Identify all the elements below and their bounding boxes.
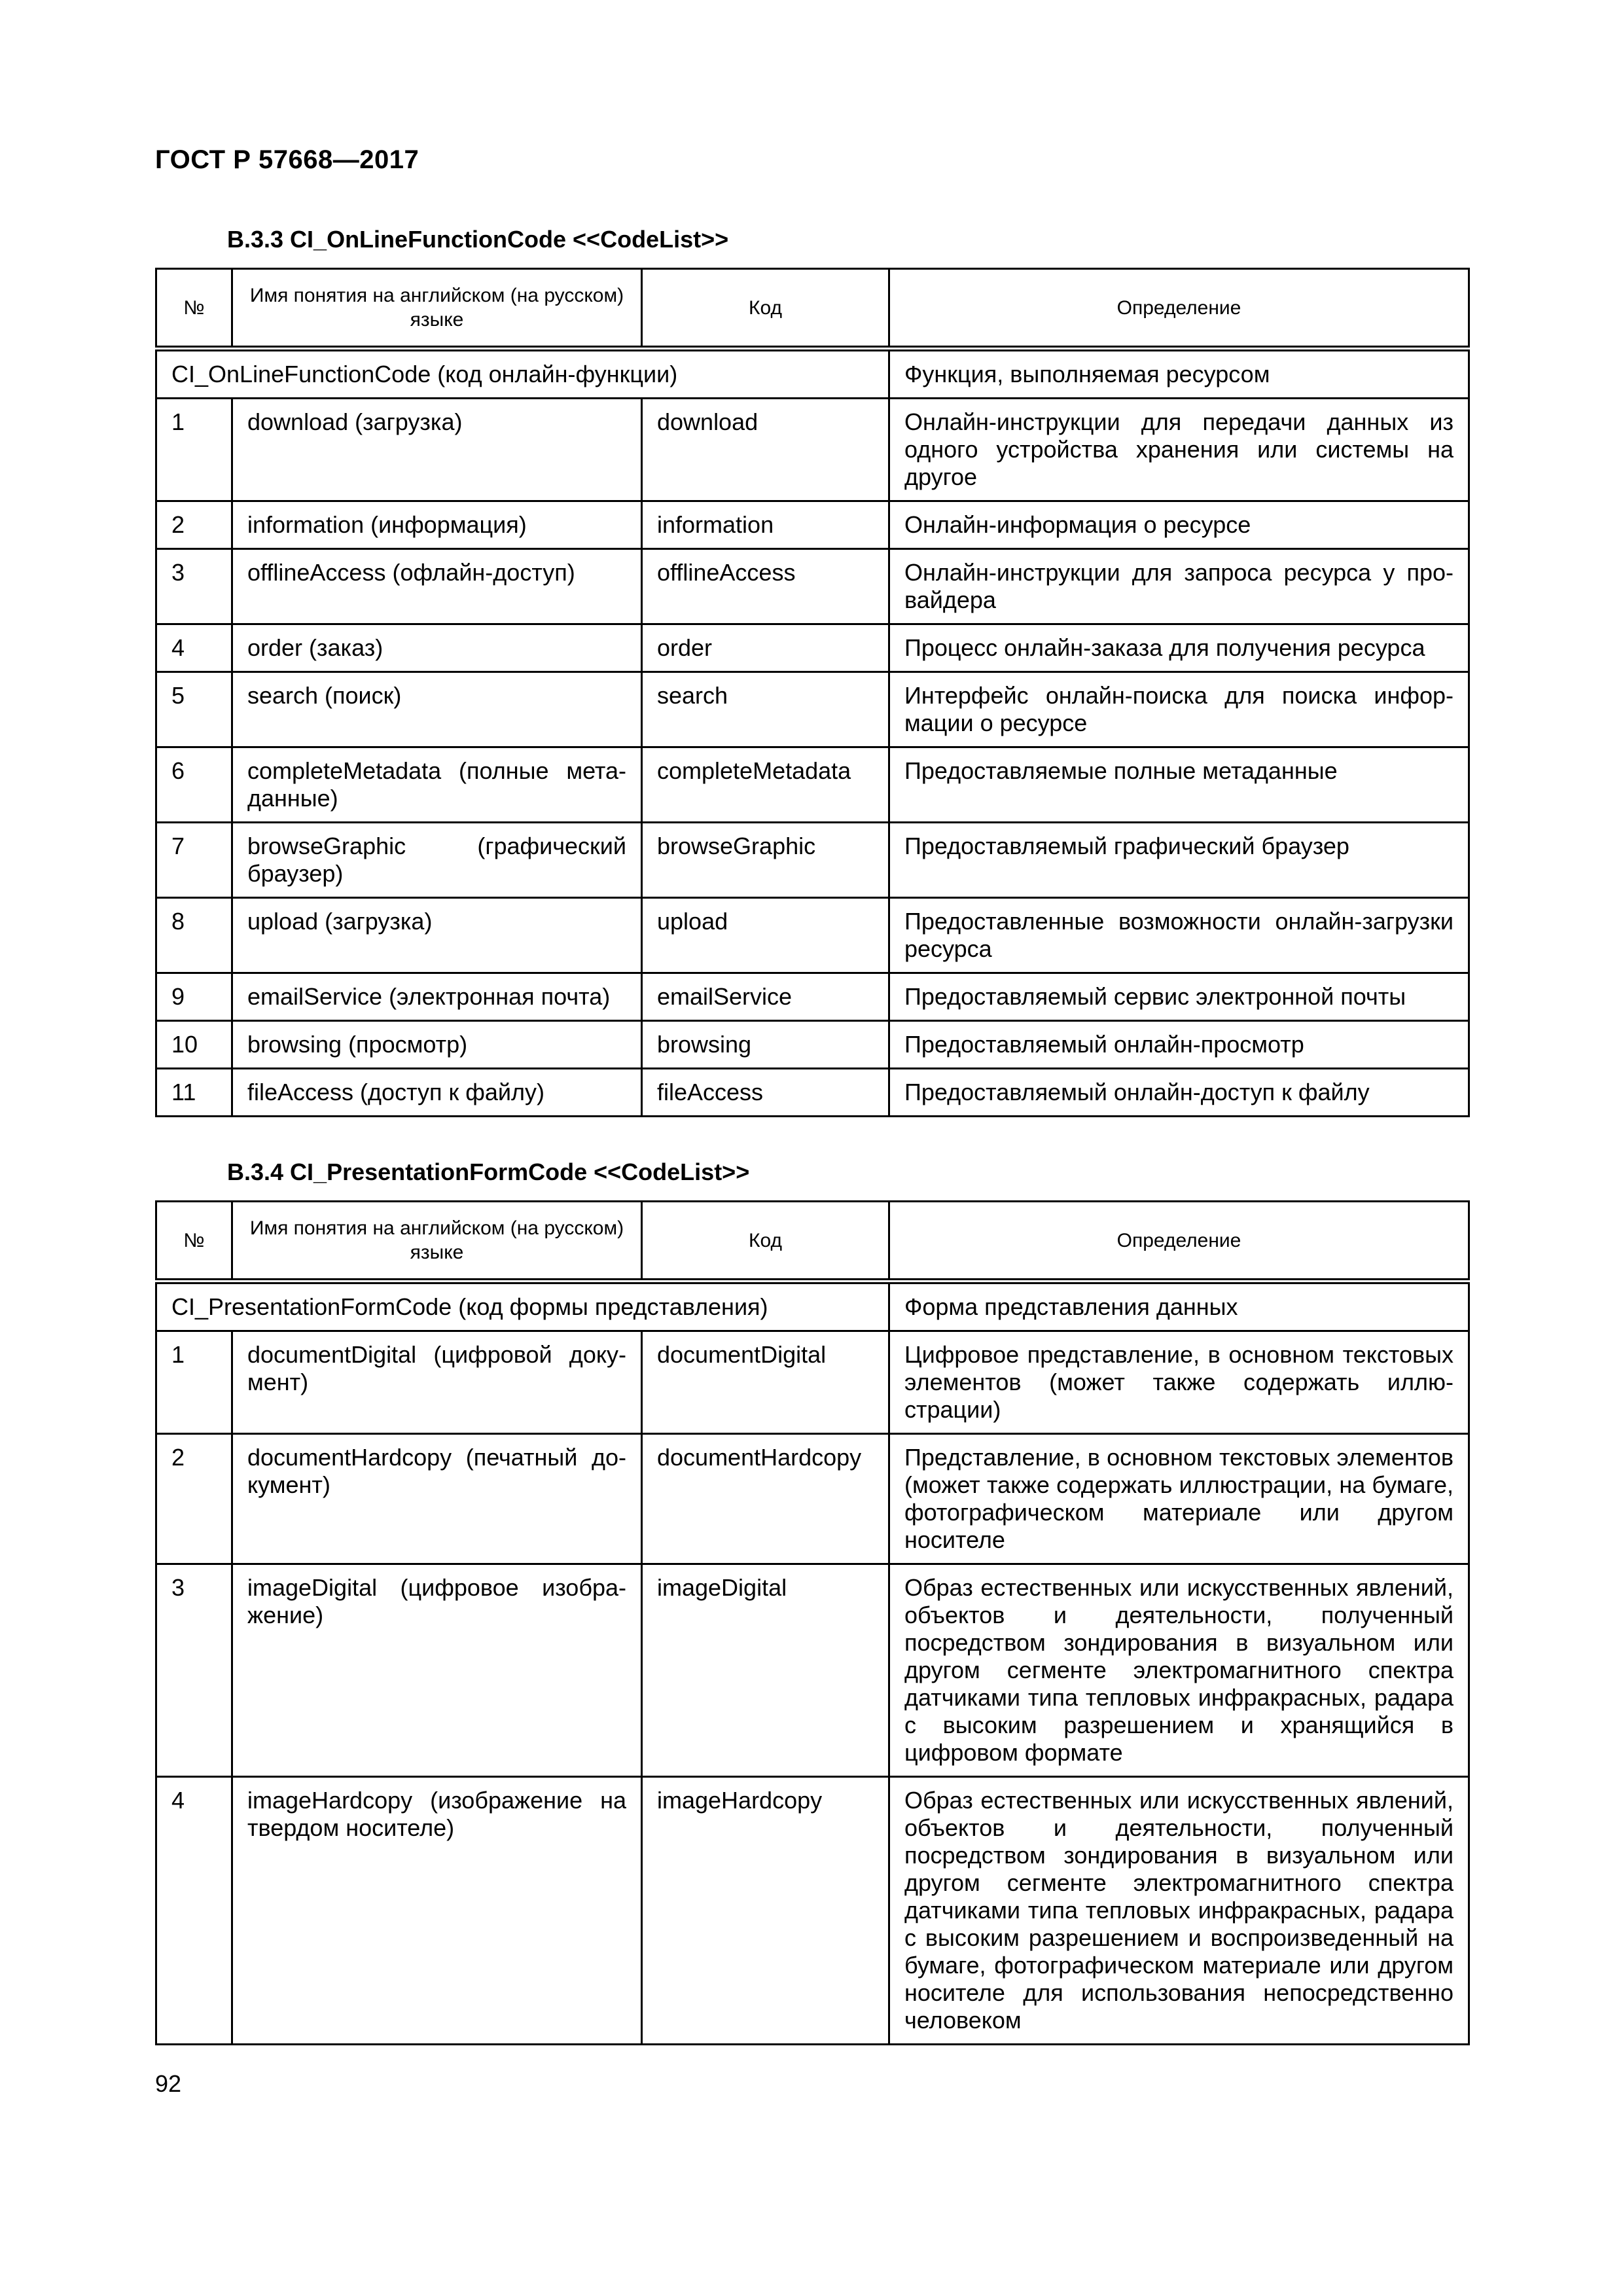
class-definition-cell: Форма представления данных <box>889 1282 1469 1331</box>
column-header-code: Код <box>642 269 889 349</box>
table-row <box>156 1434 1469 1564</box>
row-code-cell: browseGraphic <box>642 823 889 898</box>
row-name-cell: download (загрузка) <box>232 399 642 501</box>
row-num-cell: 11 <box>156 1069 232 1117</box>
row-name-cell: browsing (просмотр) <box>232 1021 642 1069</box>
row-num-cell: 6 <box>156 747 232 823</box>
section-title-presentation-form-code: В.3.4 CI_PresentationFormCode <<CodeList>> <box>227 1158 750 1185</box>
row-num-cell: 9 <box>156 973 232 1021</box>
table-row <box>156 1021 1469 1069</box>
row-definition-cell: Предоставляемый сервис электронной почты <box>889 973 1469 1021</box>
class-definition-cell: Функция, выполняемая ресурсом <box>889 349 1469 399</box>
row-num-cell: 3 <box>156 1564 232 1777</box>
presentation-form-code-table <box>155 1200 1470 2045</box>
row-num-cell: 1 <box>156 1331 232 1434</box>
table-row <box>156 973 1469 1021</box>
row-definition-cell: Образ естественных или искусственных явлений, объектов и деятельности, полученный посредством зондирования в визуальном или другом сегменте электромагнитного спектра датчиками типа тепловых инфракрасных, радара с высоким разрешением и хранящийся в цифровом формате <box>889 1564 1469 1777</box>
row-code-cell: documentHardcopy <box>642 1434 889 1564</box>
row-code-cell: order <box>642 624 889 672</box>
page-number: 92 <box>155 2070 182 2097</box>
row-num-cell: 10 <box>156 1021 232 1069</box>
table-row <box>156 1069 1469 1117</box>
column-header-num: № <box>156 1202 232 1282</box>
row-name-cell: documentHardcopy (печатный документ) <box>232 1434 642 1564</box>
table-row <box>156 1777 1469 2045</box>
class-name-cell: CI_PresentationFormCode (код формы представления) <box>156 1282 889 1331</box>
row-definition-cell: Предоставленные возможности онлайн-загрузки ресурса <box>889 898 1469 973</box>
row-code-cell: documentDigital <box>642 1331 889 1434</box>
row-code-cell: fileAccess <box>642 1069 889 1117</box>
row-name-cell: browseGraphic (графический браузер) <box>232 823 642 898</box>
row-code-cell: search <box>642 672 889 747</box>
row-definition-cell: Онлайн-информация о ресурсе <box>889 501 1469 549</box>
table-row <box>156 624 1469 672</box>
row-name-cell: search (поиск) <box>232 672 642 747</box>
row-num-cell: 5 <box>156 672 232 747</box>
row-definition-cell: Интерфейс онлайн-поиска для поиска информации о ресурсе <box>889 672 1469 747</box>
row-name-cell: imageHardcopy (изображение на твердом носителе) <box>232 1777 642 2045</box>
class-row <box>156 349 1469 399</box>
table-header-row <box>156 269 1469 349</box>
class-name-cell: CI_OnLineFunctionCode (код онлайн-функции) <box>156 349 889 399</box>
row-definition-cell: Предоставляемый онлайн-доступ к файлу <box>889 1069 1469 1117</box>
table-row <box>156 1331 1469 1434</box>
row-name-cell: documentDigital (цифровой документ) <box>232 1331 642 1434</box>
row-definition-cell: Процесс онлайн-заказа для получения ресурса <box>889 624 1469 672</box>
row-definition-cell: Онлайн-инструкции для запроса ресурса у провайдера <box>889 549 1469 624</box>
row-num-cell: 8 <box>156 898 232 973</box>
class-row <box>156 1282 1469 1331</box>
row-definition-cell: Цифровое представление, в основном текстовых элементов (может также содержать иллюстрации) <box>889 1331 1469 1434</box>
row-num-cell: 2 <box>156 1434 232 1564</box>
row-name-cell: upload (загрузка) <box>232 898 642 973</box>
table-row <box>156 1564 1469 1777</box>
column-header-name: Имя понятия на английском (на русском) языке <box>232 1202 642 1282</box>
row-num-cell: 1 <box>156 399 232 501</box>
row-num-cell: 3 <box>156 549 232 624</box>
row-name-cell: completeMetadata (полные метаданные) <box>232 747 642 823</box>
section-title-online-function-code: В.3.3 CI_OnLineFunctionCode <<CodeList>> <box>227 226 729 253</box>
document-header: ГОСТ Р 57668—2017 <box>155 145 419 174</box>
column-header-name: Имя понятия на английском (на русском) языке <box>232 269 642 349</box>
column-header-num: № <box>156 269 232 349</box>
table-row <box>156 747 1469 823</box>
row-definition-cell: Предоставляемые полные метаданные <box>889 747 1469 823</box>
table-row <box>156 898 1469 973</box>
row-definition-cell: Образ естественных или искусственных явлений, объектов и деятельности, полученный посредством зондирования в визуальном или другом сегменте электромагнитного спектра датчиками типа тепловых инфракрасных, радара с высоким разрешением и воспроизведенный на бумаге, фотографическом материале или другом носителе для использования непосредственно человеком <box>889 1777 1469 2045</box>
table-row <box>156 823 1469 898</box>
row-num-cell: 7 <box>156 823 232 898</box>
row-name-cell: imageDigital (цифровое изображение) <box>232 1564 642 1777</box>
row-name-cell: offlineAccess (офлайн-доступ) <box>232 549 642 624</box>
row-num-cell: 2 <box>156 501 232 549</box>
row-code-cell: upload <box>642 898 889 973</box>
row-definition-cell: Предоставляемый графический браузер <box>889 823 1469 898</box>
column-header-definition: Определение <box>889 269 1469 349</box>
row-code-cell: imageHardcopy <box>642 1777 889 2045</box>
row-code-cell: offlineAccess <box>642 549 889 624</box>
row-name-cell: fileAccess (доступ к файлу) <box>232 1069 642 1117</box>
table-row <box>156 501 1469 549</box>
table-row <box>156 549 1469 624</box>
table-row <box>156 672 1469 747</box>
row-name-cell: information (информация) <box>232 501 642 549</box>
row-code-cell: download <box>642 399 889 501</box>
row-num-cell: 4 <box>156 624 232 672</box>
column-header-code: Код <box>642 1202 889 1282</box>
row-name-cell: order (заказ) <box>232 624 642 672</box>
table-header-row <box>156 1202 1469 1282</box>
column-header-definition: Определение <box>889 1202 1469 1282</box>
row-code-cell: information <box>642 501 889 549</box>
row-definition-cell: Предоставляемый онлайн-просмотр <box>889 1021 1469 1069</box>
row-num-cell: 4 <box>156 1777 232 2045</box>
row-code-cell: imageDigital <box>642 1564 889 1777</box>
row-code-cell: completeMetadata <box>642 747 889 823</box>
online-function-code-table <box>155 268 1470 1117</box>
row-name-cell: emailService (электронная почта) <box>232 973 642 1021</box>
row-definition-cell: Онлайн-инструкции для передачи данных из одного устройства хранения или системы на другое <box>889 399 1469 501</box>
row-definition-cell: Представление, в основном текстовых элементов (может также содержать иллюстрации, на бумаге, фотографическом материале или другом носителе <box>889 1434 1469 1564</box>
row-code-cell: browsing <box>642 1021 889 1069</box>
row-code-cell: emailService <box>642 973 889 1021</box>
table-row <box>156 399 1469 501</box>
